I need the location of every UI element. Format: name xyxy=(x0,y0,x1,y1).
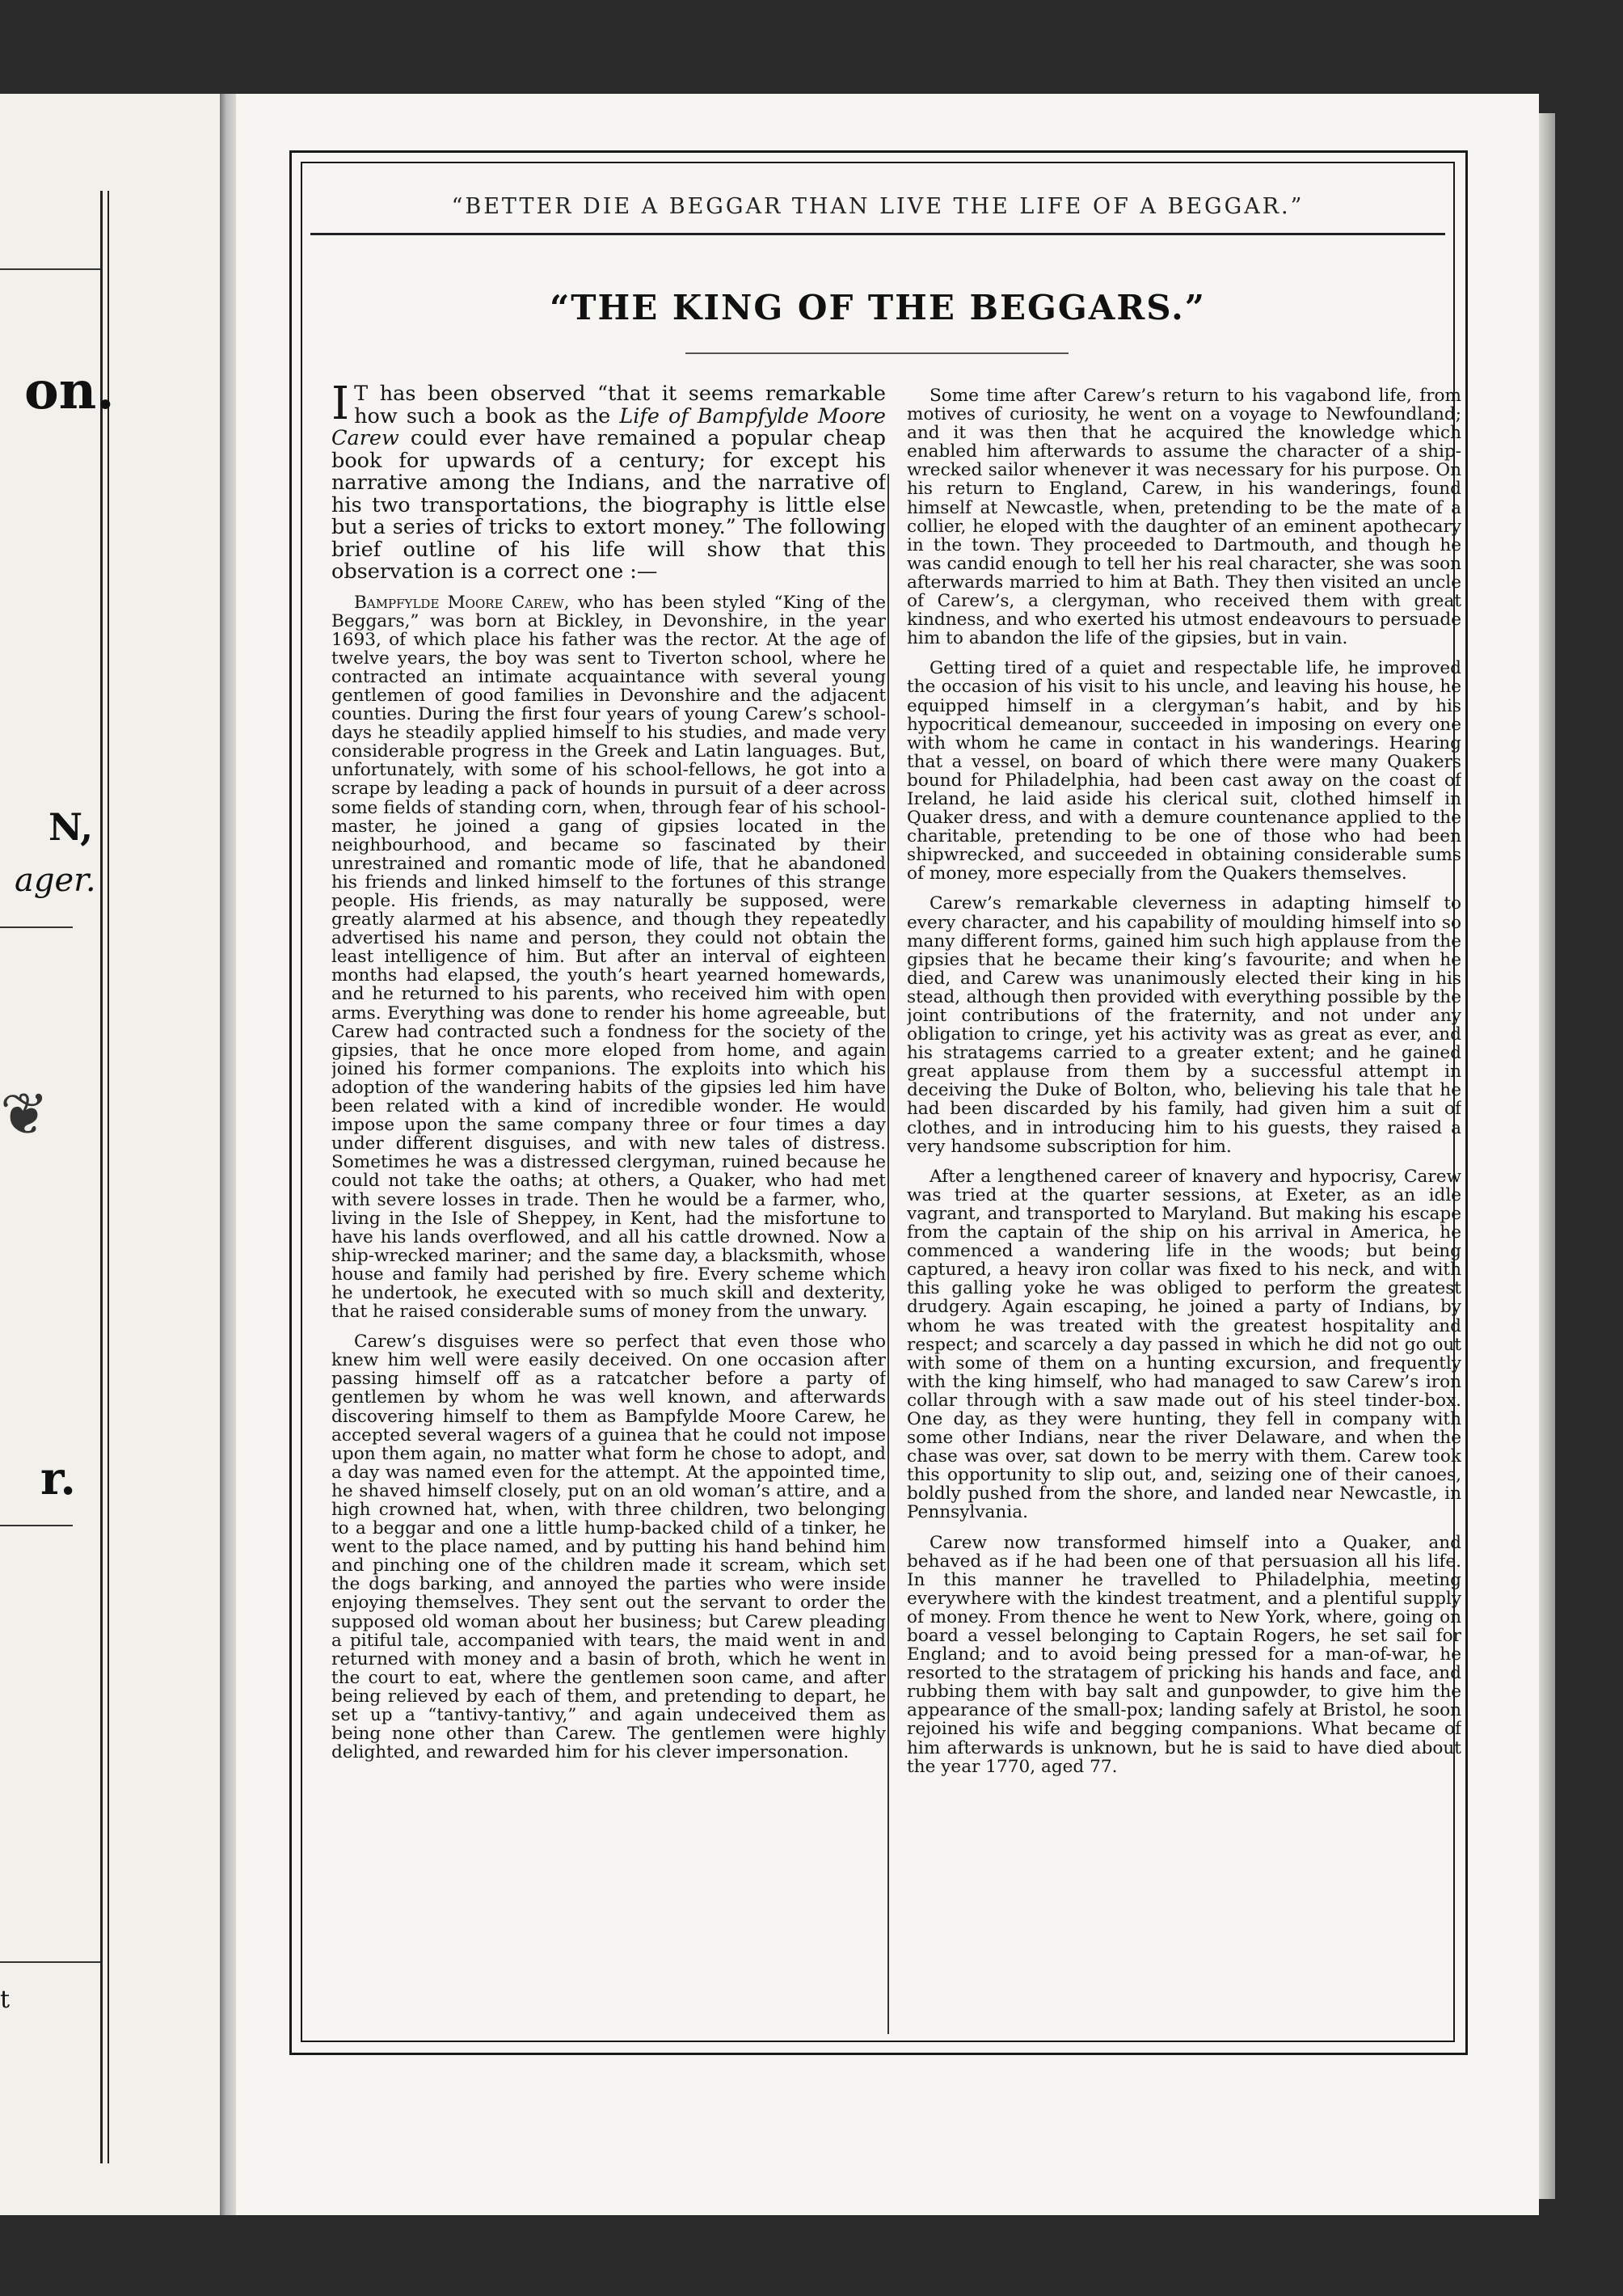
title-rule xyxy=(685,352,1069,354)
paragraph: Carew’s remarkable cleverness in adapting himself to every character, and his capability of moulding himself into so many different forms, gained him such high applause from the gipsies that he became their king’s favourite; and when he died, and Carew was unanimously elected their king in his stead, although then provided with everything possible by the joint contributions of the fraternity, and not under any obligation to cringe, yet his activity was as great as ever, and his stratagems carried to a greater extent; and he gained great applause from them by a successful attempt in deceiving the Duke of Bolton, who, believing his tale that he had been discarded by his family, had given him a suit of clothes, and in introducing him to his guests, they raised a very handsome subscription for him. xyxy=(907,893,1461,1157)
paragraph-lead: Bampfylde Moore Carew, xyxy=(354,592,570,613)
left-page-fragment xyxy=(0,94,220,2215)
left-page-divider xyxy=(0,926,73,928)
paragraph xyxy=(331,593,886,1322)
left-page-fragment-text: ager. xyxy=(15,862,96,899)
left-page-fragment-text: on. xyxy=(24,361,115,421)
intro-paragraph xyxy=(331,383,886,584)
left-page-fragment-text: t xyxy=(0,1986,11,2014)
column-divider xyxy=(887,474,889,2034)
intro-book-title: Life of Bampfylde Moore Carew xyxy=(331,403,886,450)
left-column xyxy=(331,383,886,2032)
intro-text-after: could ever have remained a popular cheap book for upwards of a century; for except his narrative among the Indians, and the narrative of his two transportations, the biography is little else but a series of tricks to extort money.” The following brief outline of his life will show that this observation is a correct one :— xyxy=(331,426,886,584)
page-title: “THE KING OF THE BEGGARS.” xyxy=(550,288,1206,327)
paragraph-text: Carew’s disguises were so perfect that even those who knew him well were easily deceived. On one occasion after passing himself off as a ratcatcher before a party of gentlemen by whom he was well known, and afterwards discovering himself to them as Bampfylde Moore Carew, he accepted several wagers of a guinea that he could not impose upon them again, no matter what form he chose to adopt, and a day was named even for the attempt. At the appointed time, he shaved himself closely, put on an old woman’s attire, and a high crowned hat, when, with three children, two belonging to a beggar and one a little hump-backed child of a tinker, he went to the place named, and by putting his hand behind him and pinching one of the children made it scream, which set the dogs barking, and annoyed the parties who were inside enjoying themselves. They sent out the servant to order the supposed old woman about her business; but Carew pleading a pitiful tale, accompanied with tears, the maid went in and returned with money and a basin of broth, which he went in the court to eat, where the gentlemen soon came, and after being relieved by each of them, and pretending to depart, he set up a “tantivy-tantivy,” and again undeceived them as being none other than Carew. The gentlemen were highly delighted, and rewarded him for his clever impersonation. xyxy=(331,1332,886,1763)
right-column xyxy=(907,386,1461,2036)
drop-cap: I xyxy=(331,383,350,430)
paragraph-text: who has been styled “King of the Beggars,” was born at Bickley, in Devonshire, in the year 1693, of which place his father was the rector. At the age of twelve years, the boy was sent to Tiverton school, where he contracted an intimate acquaintance with several young gentlemen of good families in Devonshire and the adjacent counties. During the first four years of young Carew’s school-days he steadily applied himself to his studies, and made very considerable progress in the Greek and Latin languages. But, unfortunately, with some of his school-fellows, he got into a scrape by leading a pack of hounds in pursuit of a deer across some fields of standing corn, when, through fear of his school-master, he joined a gang of gipsies located in the neighbourhood, and became so fascinated by their unrestrained and romantic mode of life, that he abandoned his friends and linked himself to the fortunes of this strange people. His friends, as may naturally be supposed, were greatly alarmed at his absence, and though they repeatedly advertised his name and person, they could not obtain the least intelligence of him. But after an interval of eighteen months had elapsed, the youth’s heart yearned homewards, and he returned to his parents, who received him with open arms. Everything was done to render his home agreeable, but Carew had contracted such a fondness for the society of the gipsies, that he once more eloped from home, and again joined his former companions. The exploits into which his adoption of the wandering habits of the gipsies led him have been related with a kind of incredible wonder. He would impose upon the same company three or four times a day under different disguises, and with new tales of distress. Sometimes he was a distressed clergyman, ruined because he could not take the oaths; at others, a Quaker, who had met with severe losses in trade. Then he would be a farmer, who, living in the Isle of Sheppey, in Kent, had the misfortune to have his lands overflowed, and all his cattle drowned. Now a ship-wrecked mariner; and the same day, a blacksmith, whose house and family had perished by fire. Every scheme which he undertook, he executed with so much skill and dexterity, that he raised considerable sums of money from the unwary. xyxy=(331,592,886,1323)
page-edge xyxy=(1539,113,1555,2199)
left-page-divider xyxy=(0,1525,73,1526)
left-page-divider xyxy=(0,268,100,270)
motto-rule xyxy=(310,233,1445,235)
paragraph: Some time after Carew’s return to his vagabond life, from motives of curiosity, he went on a voyage to Newfoundland; and it was then that he acquired the knowledge which enabled him afterwards to assume the character of a ship-wrecked sailor whenever it was necessary for his purpose. On his return to England, Carew, in his wanderings, found himself at Newcastle, when, pretending to be the mate of a collier, he eloped with the daughter of an eminent apothecary in the town. They proceeded to Dartmouth, and though he was candid enough to tell her his real character, she was soon afterwards married to him at Bath. They then visited an uncle of Carew’s, a clergyman, who received them with great kindness, and who exerted his utmost endeavours to persuade him to abandon the life of the gipsies, but in vain. xyxy=(907,386,1461,649)
page-motto: “BETTER DIE A BEGGAR THAN LIVE THE LIFE OF A BEGGAR.” xyxy=(451,194,1305,219)
paragraph xyxy=(331,1332,886,1762)
main-page xyxy=(236,94,1539,2215)
paragraph: Carew now transformed himself into a Quaker, and behaved as if he had been one of that persuasion all his life. In this manner he travelled to Philadelphia, meeting everywhere with the kindest treatment, and a plentiful supply of money. From thence he went to New York, where, going on board a vessel belonging to Captain Rogers, he set sail for England; and to avoid being pressed for a man-of-war, he resorted to the stratagem of pricking his hands and face, and rubbing them with bay salt and gunpowder, to give him the appearance of the small-pox; landing safely at Bristol, he soon rejoined his wife and begging companions. What became of him afterwards is unknown, but he is said to have died about the year 1770, aged 77. xyxy=(907,1532,1461,1777)
paragraph: After a lengthened career of knavery and hypocrisy, Carew was tried at the quarter sessions, at Exeter, as an idle vagrant, and transported to Maryland. But making his escape from the captain of the ship on his arrival in America, he commenced a wandering life in the woods; but being captured, a heavy iron collar was fixed to his neck, and with this galling yoke he was obliged to perform the greatest drudgery. Again escaping, he joined a party of Indians, by whom he was treated with the greatest hospitality and respect; and scarcely a day passed in which he did not go out with some of them on a hunting excursion, and frequently with the king himself, who had managed to saw Carew’s iron collar through with a saw made out of his steel tinder-box. One day, as they were hunting, they fell in company with some other Indians, near the river Delaware, and when the chase was over, sat down to be merry with them. Carew took this opportunity to slip out, and, seizing one of their canoes, boldly pushed from the shore, and landed near Newcastle, in Pennsylvania. xyxy=(907,1166,1461,1523)
book-gutter xyxy=(220,94,236,2215)
left-page-frame-rule xyxy=(100,191,109,2163)
ornament-icon: ❦ xyxy=(0,1080,49,1148)
left-page-fragment-text: r. xyxy=(40,1452,76,1505)
intro-text-before: T has been observed “that it seems remarkable how such a book as the xyxy=(354,383,886,428)
left-page-divider xyxy=(0,1961,100,1963)
paragraph: Getting tired of a quiet and respectable life, he improved the occasion of his visit to his uncle, and leaving his house, he equipped himself in a clergyman’s habit, and by his hypocritical demeanour, succeeded in imposing on every one with whom he came in contact in his wanderings. Hearing that a vessel, on board of which there were many Quakers bound for Philadelphia, had been cast away on the coast of Ireland, he laid aside his clerical suit, clothed himself in Quaker dress, and with a demure countenance applied to the charitable, pretending to be one of those who had been shipwrecked, and succeeded in obtaining considerable sums of money, more especially from the Quakers themselves. xyxy=(907,658,1461,884)
left-page-fragment-text: N, xyxy=(48,805,94,849)
